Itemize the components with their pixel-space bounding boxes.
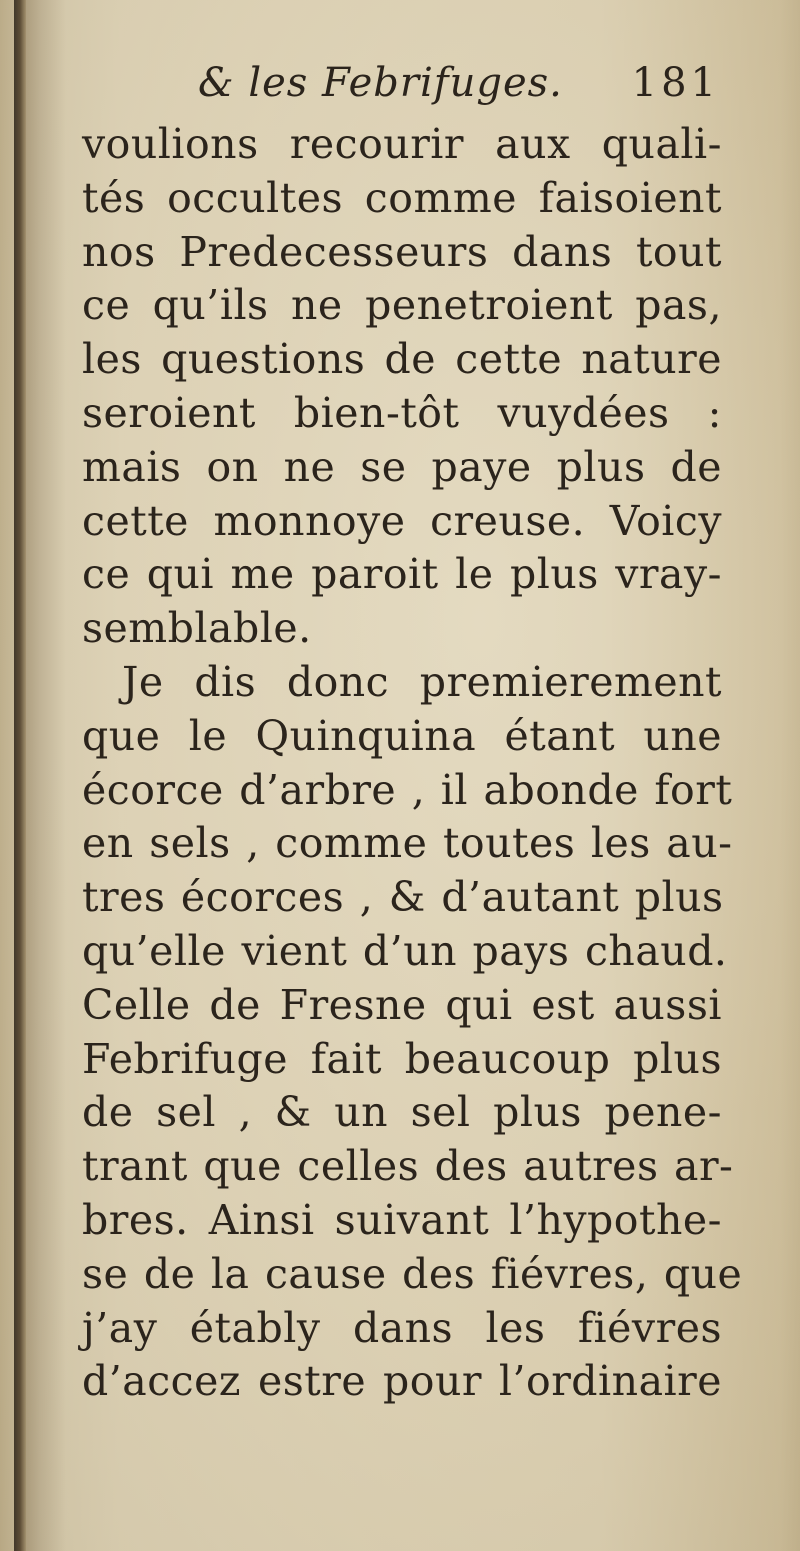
text-line: d’accez estre pour l’ordinaire — [82, 1357, 722, 1406]
text-line: Celle de Fresne qui est aussi — [82, 980, 722, 1029]
page-header — [80, 52, 720, 116]
running-head: & les Febrifuges. — [198, 60, 563, 106]
text-line: cette monnoye creuse. Voicy — [82, 496, 722, 545]
text-line: seroient bien-tôt vuydées : — [82, 388, 722, 437]
text-line: Febrifuge fait beaucoup plus — [82, 1034, 722, 1083]
text-line: ce qu’ils ne penetroient pas, — [82, 281, 722, 330]
text-line: voulions recourir aux quali- — [82, 120, 722, 168]
page-number: 181 — [631, 60, 720, 106]
text-line: bres. Ainsi suivant l’hypothe- — [82, 1195, 722, 1244]
gutter-shadow — [26, 0, 66, 1551]
text-line: ce qui me paroit le plus vray- — [82, 550, 722, 599]
text-line: se de la cause des fiévres, que — [82, 1249, 743, 1298]
book-spine-edge — [14, 0, 26, 1551]
text-line: semblable. — [82, 604, 312, 653]
text-line: de sel , & un sel plus pene- — [82, 1088, 722, 1137]
text-line: trant que celles des autres ar- — [82, 1142, 734, 1191]
text-line: en sels , comme toutes les au- — [82, 819, 733, 868]
text-line: que le Quinquina étant une — [82, 711, 722, 760]
text-line: j’ay étably dans les fiévres — [82, 1303, 722, 1352]
text-line: tres écorces , & d’autant plus — [82, 873, 724, 922]
text-line: nos Predecesseurs dans tout — [82, 227, 722, 276]
text-line: mais on ne se paye plus de — [82, 442, 722, 491]
text-line: les questions de cette nature — [82, 335, 722, 384]
text-line: tés occultes comme faisoient — [82, 173, 722, 222]
text-line: écorce d’arbre , il abonde fort — [82, 765, 733, 814]
text-line: qu’elle vient d’un pays chaud. — [82, 926, 728, 975]
text-line: Je dis donc premierement — [122, 657, 722, 706]
body-text — [82, 118, 743, 1409]
